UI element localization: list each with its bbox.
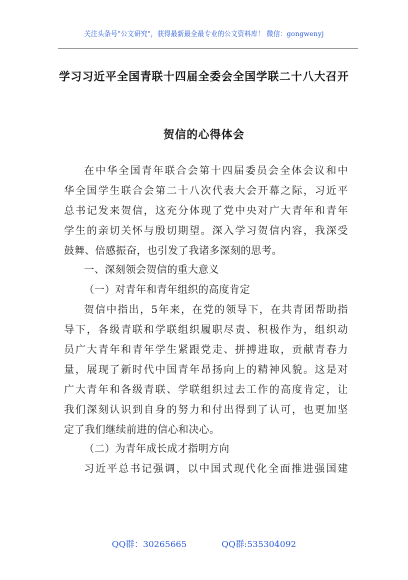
- document-body: [64, 162, 348, 480]
- paragraph-line: 习近平总书记强调，以中国式现代化全面推进强国建: [84, 464, 348, 476]
- paragraph-line: 华全国学生联合会第二十八次代表大会开幕之际，习近平: [64, 185, 348, 197]
- paragraph-line: 广大青年和各级青联、学联组织过去工作的高度肯定，让: [64, 384, 348, 396]
- footer-qq-group-2: QQ群:535304092: [221, 540, 297, 550]
- paragraph-line: 贺信中指出，5年来，在党的领导下，在共青团帮助指: [84, 305, 348, 317]
- footer-qq-group-1: QQ群：30265665: [111, 540, 187, 550]
- paragraph-line: 在中华全国青年联合会第十四届委员会全体会议和中: [84, 166, 348, 177]
- paragraph-line: 定了我们继续前进的信心和决心。: [64, 424, 220, 436]
- section-heading: 一、深刻领会贺信的重大意义: [84, 265, 220, 277]
- footer-contact: [0, 538, 408, 550]
- header-banner: 关注头条号"公文研究"，获得最新最全最专业的公文资料库！ 微信：gongwenyj: [84, 30, 324, 38]
- paragraph-line: 鼓舞、倍感振奋，也引发了我诸多深刻的思考。: [64, 245, 283, 257]
- header-divider: [58, 48, 358, 49]
- paragraph-line: 总书记发来贺信，这充分体现了党中央对广大青年和青年: [64, 205, 348, 217]
- document-title-line1: 学习习近平全国青联十四届全委会全国学联二十八大召开: [59, 70, 349, 83]
- document-title-line2: 贺信的心得体会: [163, 128, 245, 141]
- paragraph-line: 员广大青年和青年学生紧跟党走、拼搏进取，贡献青春力: [64, 345, 348, 357]
- paragraph-line: 导下，各级青联和学联组织履职尽责、积极作为，组织动: [64, 325, 348, 337]
- paragraph-line: 我们深刻认识到自身的努力和付出得到了认可，也更加坚: [64, 404, 348, 416]
- paragraph-line: 学生的亲切关怀与殷切期望。深入学习贺信内容，我深受: [64, 225, 348, 237]
- subsection-heading: （二）为青年成长成才指明方向: [84, 444, 230, 456]
- paragraph-line: 量，展现了新时代中国青年昂扬向上的精神风貌。这是对: [64, 364, 348, 376]
- subsection-heading: （一）对青年和青年组织的高度肯定: [84, 285, 251, 297]
